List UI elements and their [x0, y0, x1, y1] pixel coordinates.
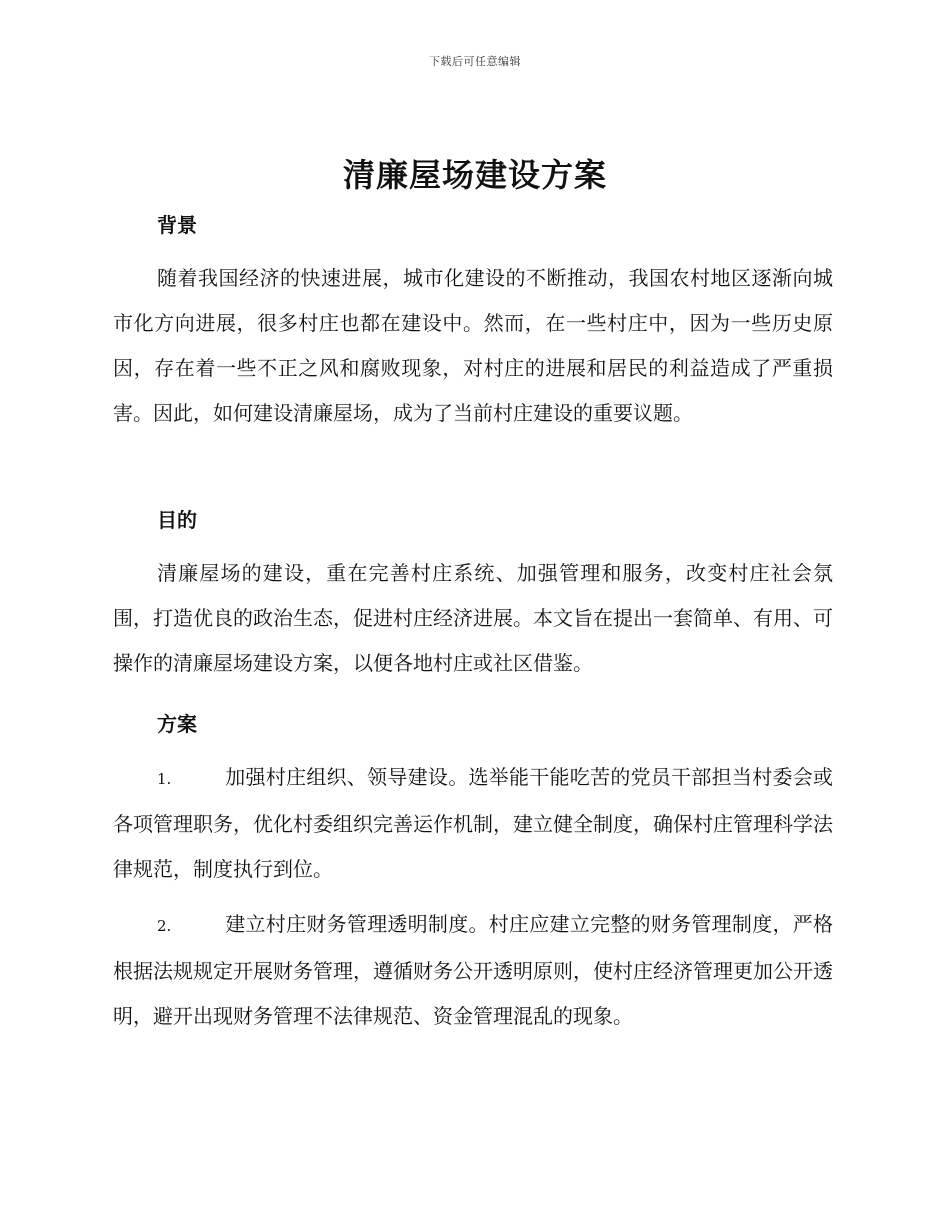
section-heading-background: 背景: [157, 213, 197, 237]
page-header-note: 下载后可任意编辑: [429, 55, 521, 68]
list-item-number: 2.: [157, 917, 172, 935]
section-heading-plan: 方案: [157, 712, 197, 736]
background-paragraph: 随着我国经济的快速进展，城市化建设的不断推动，我国农村地区逐渐向城市化方向进展，很多村庄也都在建设中。然而，在一些村庄中，因为一些历史原因，存在着一些不正之风和腐败现象，对村庄的进展和居民的利益造成了严重损害。因此，如何建设清廉屋场，成为了当前村庄建设的重要议题。: [113, 266, 833, 425]
purpose-paragraph: 清廉屋场的建设，重在完善村庄系统、加强管理和服务，改变村庄社会氛围，打造优良的政治生态，促进村庄经济进展。本文旨在提出一套简单、有用、可操作的清廉屋场建设方案，以便各地村庄或社区借鉴。: [113, 561, 833, 675]
list-item-text: 建立村庄财务管理透明制度。村庄应建立完整的财务管理制度，严格根据法规规定开展财务管理，遵循财务公开透明原则，使村庄经济管理更加公开透明，避开出现财务管理不法律规范、资金管理混乱的现象。: [113, 912, 833, 1028]
section-heading-purpose: 目的: [157, 508, 197, 532]
list-item-text: 加强村庄组织、领导建设。选举能干能吃苦的党员干部担当村委会或各项管理职务，优化村委组织完善运作机制，建立健全制度，确保村庄管理科学法律规范，制度执行到位。: [113, 765, 833, 881]
plan-list-item: [113, 902, 833, 1039]
document-title: 清廉屋场建设方案: [342, 156, 607, 194]
list-item-number: 1.: [157, 770, 172, 788]
plan-list-item: [113, 755, 833, 892]
